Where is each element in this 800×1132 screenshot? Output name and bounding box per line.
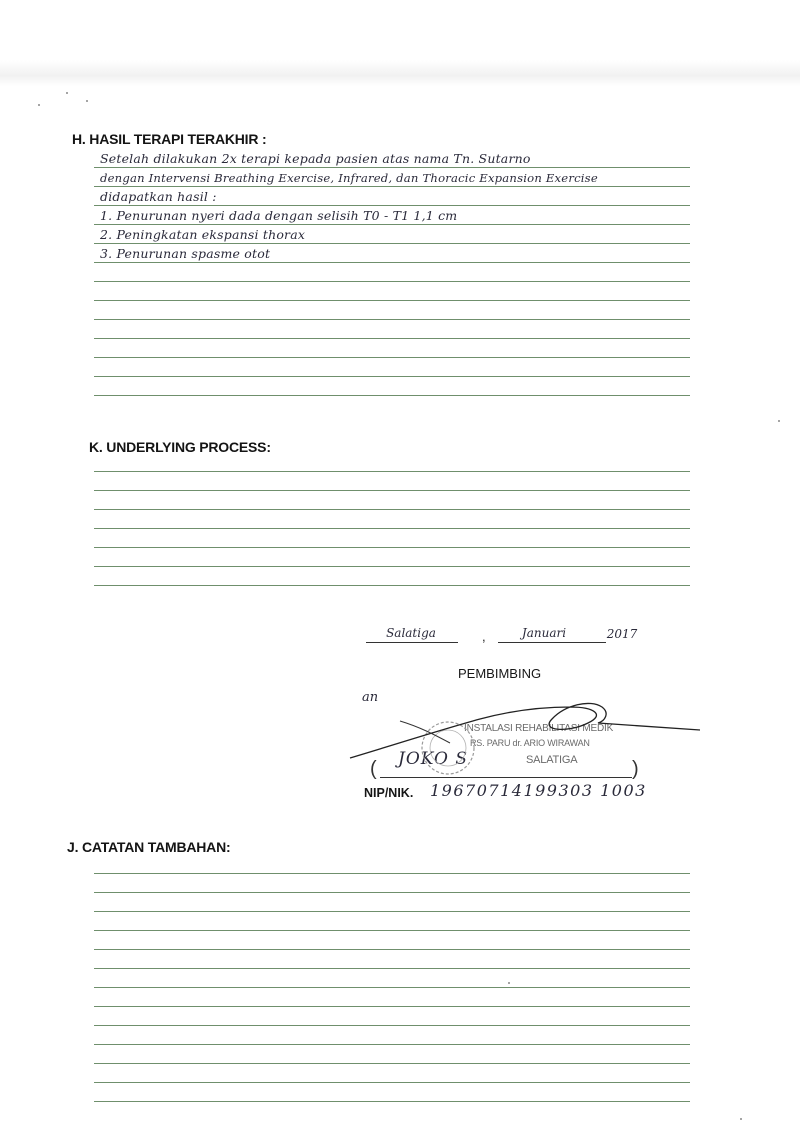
ruled-line — [94, 874, 690, 893]
ruled-line — [94, 206, 690, 225]
ruled-line — [94, 1045, 690, 1064]
ruled-line — [94, 969, 690, 988]
ruled-line — [94, 320, 690, 339]
ruled-line — [94, 453, 690, 472]
ruled-line — [94, 931, 690, 950]
date-month: Januari — [521, 626, 567, 640]
date-year: 2017 — [606, 627, 638, 641]
ruled-line — [94, 510, 690, 529]
section-heading-underlying: K. UNDERLYING PROCESS: — [89, 439, 271, 455]
section-heading-catatan: J. CATATAN TAMBAHAN: — [67, 839, 231, 855]
nip-label: NIP/NIK. — [364, 786, 414, 800]
ruled-line — [94, 893, 690, 912]
ruled-line — [94, 472, 690, 491]
date-comma: , — [482, 629, 486, 644]
scan-speck — [740, 1118, 742, 1120]
nip-value: 19670714199303 1003 — [430, 781, 647, 800]
stamp-line-3: SALATIGA — [526, 754, 578, 766]
paren-close: ) — [632, 758, 639, 780]
handwritten-line: Setelah dilakukan 2x terapi kepada pasien atas nama Tn. Sutarno — [100, 151, 531, 166]
ruled-line — [94, 1064, 690, 1083]
handwritten-line: dengan Intervensi Breathing Exercise, Infrared, dan Thoracic Expansion Exercise — [100, 171, 598, 185]
ruled-line — [94, 377, 690, 396]
ruled-line — [94, 950, 690, 969]
ruled-line — [94, 225, 690, 244]
signature-prefix: an — [362, 690, 379, 705]
underlying-ruled-lines — [94, 453, 690, 586]
ruled-line — [94, 548, 690, 567]
ruled-line — [94, 855, 690, 874]
ruled-line — [94, 263, 690, 282]
scan-speck — [86, 100, 88, 102]
ruled-line — [94, 912, 690, 931]
signature-scribble — [340, 615, 720, 815]
date-city: Salatiga — [386, 626, 436, 640]
scan-speck — [508, 982, 510, 984]
pembimbing-label: PEMBIMBING — [458, 666, 542, 681]
hasil-ruled-lines — [94, 149, 690, 396]
ruled-line — [94, 168, 690, 187]
ruled-line — [94, 567, 690, 586]
handwritten-line: 1. Penurunan nyeri dada dengan selisih T0 - T1 1,1 cm — [100, 208, 458, 223]
scan-edge-shadow — [0, 60, 800, 86]
ruled-line — [94, 301, 690, 320]
ruled-line — [94, 1083, 690, 1102]
handwritten-line: 2. Peningkatan ekspansi thorax — [100, 227, 306, 242]
scan-speck — [778, 420, 780, 422]
handwritten-line: 3. Penurunan spasme otot — [100, 246, 271, 261]
handwritten-line: didapatkan hasil : — [100, 189, 217, 204]
section-heading-hasil: H. HASIL TERAPI TERAKHIR : — [72, 131, 267, 147]
ruled-line — [94, 988, 690, 1007]
ruled-line — [94, 1026, 690, 1045]
ruled-line — [94, 282, 690, 301]
ruled-line — [94, 244, 690, 263]
ruled-line — [94, 149, 690, 168]
catatan-ruled-lines — [94, 855, 690, 1102]
ruled-line — [94, 491, 690, 510]
scan-speck — [38, 104, 40, 106]
ruled-line — [94, 1007, 690, 1026]
scan-speck — [66, 92, 68, 94]
ruled-line — [94, 339, 690, 358]
signatory-name: JOKO S — [398, 749, 468, 769]
ruled-line — [94, 358, 690, 377]
ruled-line — [94, 187, 690, 206]
paren-open: ( — [370, 758, 377, 780]
stamp-line-2: RS. PARU dr. ARIO WIRAWAN — [470, 738, 590, 748]
signature-block — [340, 615, 720, 815]
stamp-line-1: INSTALASI REHABILITASI MEDIK — [464, 723, 614, 734]
ruled-line — [94, 529, 690, 548]
